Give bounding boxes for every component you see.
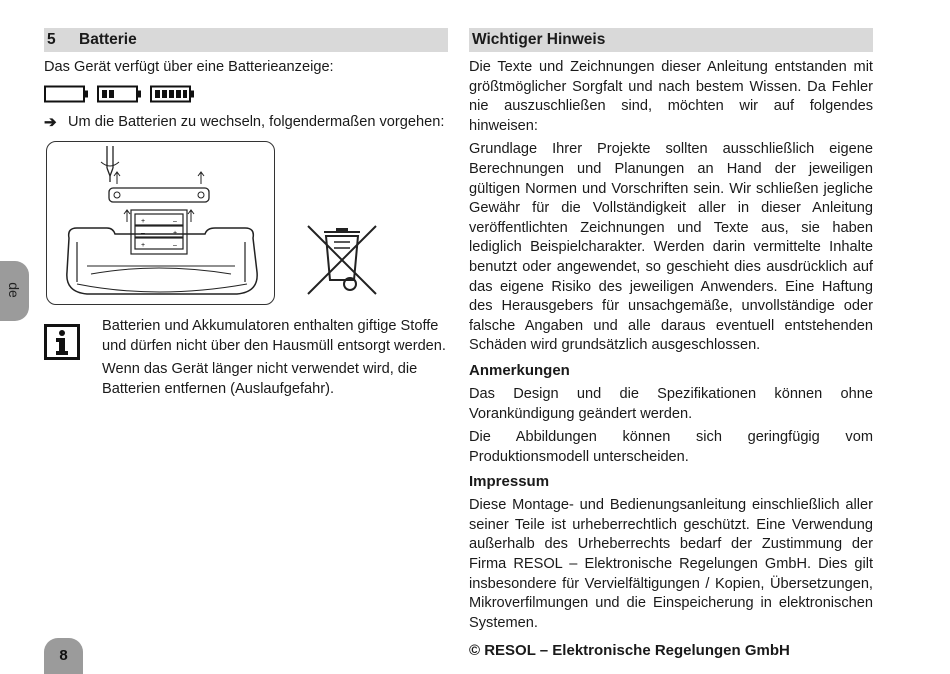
- right-column: [469, 28, 873, 661]
- section-title: Batterie: [79, 31, 137, 48]
- svg-text:+: +: [141, 218, 146, 226]
- page-number-tab: [44, 638, 83, 674]
- battery-indicator-row: [44, 84, 448, 104]
- important-note-heading: Wichtiger Hinweis: [469, 28, 873, 52]
- device-battery-illustration: [46, 141, 275, 305]
- instruction-item: [44, 113, 448, 133]
- note-text-2: Wenn das Gerät länger nicht verwendet wird, die Batterien entfernen (Auslaufgefahr).: [102, 361, 418, 397]
- battery-intro: Das Gerät verfügt über eine Batterieanzeige:: [44, 59, 334, 75]
- important-note-para-1: Die Texte und Zeichnungen dieser Anleitung entstanden mit größtmöglicher Sorgfalt und nach bestem Wissen. Da Fehler nie auszuschließen sind, möchten wir auf folgendes hinweisen:: [469, 59, 873, 134]
- language-tab: [0, 261, 29, 321]
- impressum-text: Diese Montage- und Bedienungsanleitung einschließlich aller seiner Teile ist urheberrechtlich geschützt. Eine Verwendung außerhalb des Urheberrechts bedarf der Zustimmung der Firma RESOL – Elektronische Regelungen GmbH. Dies gilt insbesondere für Vervielfältigungen / Kopien, Übersetzungen, Mikroverfilmungen und die Einspeicherung in elektronischen Systemen.: [469, 497, 873, 631]
- svg-text:–: –: [173, 242, 177, 250]
- copyright-line: © RESOL – Elektronische Regelungen GmbH: [469, 642, 790, 660]
- instruction-text: Um die Batterien zu wechseln, folgendermaßen vorgehen:: [68, 113, 445, 130]
- svg-text:+: +: [173, 230, 178, 238]
- info-icon: [44, 324, 80, 360]
- battery-empty-icon: [44, 85, 90, 103]
- important-note-para-2: Grundlage Ihrer Projekte sollten ausschließlich eigene Berechnungen und Planungen an Hand der jeweiligen gültigen Normen und Vorschriften sein. Wir schließen jegliche Gewähr für die Vollständigkeit aller in dieser Anleitung veröffentlichten Zeichnungen und Texte aus, sie haben lediglich Beispielcharakter. Werden darin vermittelte Inhalte benutzt oder angewendet, so geschieht dies ausdrücklich auf das eigene Risiko des jeweiligen Anwenders. Eine Haftung des Herausgebers für unsachgemäße, unvollständige oder falsche Angaben und alle daraus eventuell entstehenden Schäden wird grundsätzlich ausgeschlossen.: [469, 141, 873, 354]
- anmerkungen-para-2: Die Abbildungen können sich geringfügig vom Produktionsmodell unterscheiden.: [469, 429, 873, 465]
- left-column: [44, 28, 448, 400]
- battery-full-icon: [150, 85, 196, 103]
- svg-text:–: –: [141, 230, 145, 238]
- anmerkungen-title: Anmerkungen: [469, 361, 570, 379]
- section-number: 5: [47, 31, 56, 48]
- anmerkungen-para-1: Das Design und die Spezifikationen können ohne Vorankündigung geändert werden.: [469, 385, 873, 422]
- crossed-out-bin-icon: [304, 224, 380, 296]
- impressum-title: Impressum: [469, 473, 550, 491]
- section-heading: [44, 28, 448, 52]
- battery-figure: [44, 132, 448, 312]
- battery-half-icon: [97, 85, 143, 103]
- svg-text:+: +: [141, 242, 146, 250]
- info-note: [44, 317, 448, 399]
- page-number: 8: [59, 647, 68, 664]
- note-text-1: Batterien und Akkumulatoren enthalten giftige Stoffe und dürfen nicht über den Hausmüll entsorgt werden.: [102, 318, 446, 354]
- svg-text:–: –: [173, 218, 177, 226]
- language-label: de: [6, 282, 22, 298]
- arrow-right-icon: ➔: [44, 113, 57, 131]
